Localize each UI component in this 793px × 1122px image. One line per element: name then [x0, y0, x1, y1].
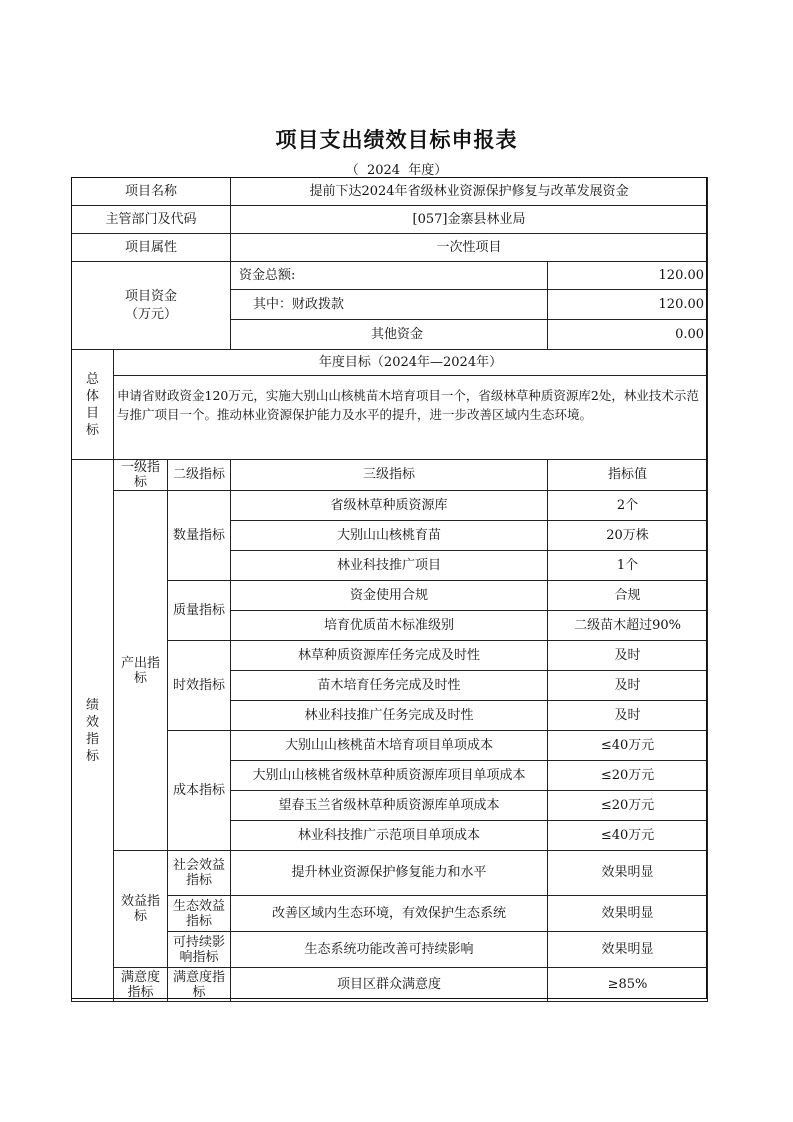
annual-goal-row: [72, 376, 708, 460]
overall-goal-label: 总 体 目 标: [72, 350, 114, 460]
funds-label: 项目资金 （万元）: [72, 262, 231, 350]
indicator-value: 二级苗木超过90%: [548, 611, 708, 641]
output-indicator: 产出指标: [114, 491, 168, 851]
indicator-name: 林业科技推广示范项目单项成本: [231, 821, 548, 851]
annual-goal-text: 申请省财政资金120万元，实施大别山山核桃苗木培育项目一个，省级林草种质资源库2处，林业技术示范与推广项目一个。推动林业资源保护能力及水平的提升，进一步改善区域内生态环境。: [114, 376, 708, 460]
project-name-row: [72, 178, 708, 206]
indicator-value: 效果明显: [548, 851, 708, 896]
project-name-label: 项目名称: [72, 178, 231, 206]
indicator-value: ≤40万元: [548, 821, 708, 851]
total-funds-label: 资金总额:: [231, 262, 548, 290]
level3-header: 三级指标: [231, 460, 548, 491]
indicator-name: 培育优质苗木标准级别: [231, 611, 548, 641]
annual-goal-header: 年度目标（2024年—2024年）: [114, 350, 708, 376]
dept-row: [72, 206, 708, 234]
benefit-indicator: 效益指标: [114, 851, 168, 968]
indicator-value: 及时: [548, 641, 708, 671]
attribute-value: 一次性项目: [231, 234, 708, 262]
ecological-indicator: 生态效益指标: [168, 896, 231, 932]
indicator-name: 大别山山核桃育苗: [231, 521, 548, 551]
indicator-value: 20万株: [548, 521, 708, 551]
table-row: [72, 896, 708, 932]
sustainable-indicator: 可持续影响指标: [168, 932, 231, 968]
indicator-name: 改善区域内生态环境，有效保护生态系统: [231, 896, 548, 932]
year-subtitle: （ 2024 年度）: [345, 163, 448, 178]
page-title: 项目支出绩效目标申报表: [275, 127, 518, 152]
indicator-value: ≤20万元: [548, 791, 708, 821]
project-name-value: 提前下达2024年省级林业资源保护修复与改革发展资金: [231, 178, 708, 206]
indicator-value: ≥85%: [548, 968, 708, 1002]
other-funds-value: 0.00: [548, 320, 708, 350]
total-funds-value: 120.00: [548, 262, 708, 290]
table-row: [72, 731, 708, 761]
indicator-name: 资金使用合规: [231, 581, 548, 611]
table-row: [72, 641, 708, 671]
indicator-value: 2个: [548, 491, 708, 521]
indicator-value: 效果明显: [548, 932, 708, 968]
quality-indicator: 质量指标: [168, 581, 231, 641]
attribute-label: 项目属性: [72, 234, 231, 262]
fiscal-value: 120.00: [548, 290, 708, 320]
fiscal-label: 其中：财政拨款: [231, 290, 548, 320]
timeliness-indicator: 时效指标: [168, 641, 231, 731]
social-indicator: 社会效益指标: [168, 851, 231, 896]
dept-label: 主管部门及代码: [72, 206, 231, 234]
table-row: [72, 851, 708, 896]
indicator-value: ≤20万元: [548, 761, 708, 791]
indicator-value: 效果明显: [548, 896, 708, 932]
table-row: [72, 932, 708, 968]
indicator-name: 项目区群众满意度: [231, 968, 548, 1002]
indicator-name: 大别山山核桃省级林草种质资源库项目单项成本: [231, 761, 548, 791]
level1-header: 一级指标: [114, 460, 168, 491]
cost-indicator: 成本指标: [168, 731, 231, 851]
indicator-name: 大别山山核桃苗木培育项目单项成本: [231, 731, 548, 761]
indicator-name: 林业科技推广任务完成及时性: [231, 701, 548, 731]
dept-value: [057]金寨县林业局: [231, 206, 708, 234]
indicator-name: 望春玉兰省级林草种质资源库单项成本: [231, 791, 548, 821]
indicator-value: 合规: [548, 581, 708, 611]
indicator-value: ≤40万元: [548, 731, 708, 761]
indicator-value: 及时: [548, 671, 708, 701]
perf-indicator-label: 绩 效 指 标: [72, 460, 114, 1002]
quantity-indicator: 数量指标: [168, 491, 231, 581]
table-row: [72, 968, 708, 1002]
indicator-header-row: [72, 460, 708, 491]
satisfaction-sub-indicator: 满意度指标: [168, 968, 231, 1002]
indicator-name: 林草种质资源库任务完成及时性: [231, 641, 548, 671]
table-row: [72, 491, 708, 521]
indicator-value: 1个: [548, 551, 708, 581]
attribute-row: [72, 234, 708, 262]
level2-header: 二级指标: [168, 460, 231, 491]
table-row: [72, 581, 708, 611]
other-funds-label: 其他资金: [231, 320, 548, 350]
indicator-name: 苗木培育任务完成及时性: [231, 671, 548, 701]
indicator-name: 生态系统功能改善可持续影响: [231, 932, 548, 968]
value-header: 指标值: [548, 460, 708, 491]
satisfaction-indicator: 满意度指标: [114, 968, 168, 1002]
total-funds-row: [72, 262, 708, 290]
performance-table: [71, 177, 708, 1002]
indicator-name: 林业科技推广项目: [231, 551, 548, 581]
indicator-name: 提升林业资源保护修复能力和水平: [231, 851, 548, 896]
indicator-value: 及时: [548, 701, 708, 731]
indicator-name: 省级林草种质资源库: [231, 491, 548, 521]
annual-goal-header-row: [72, 350, 708, 376]
